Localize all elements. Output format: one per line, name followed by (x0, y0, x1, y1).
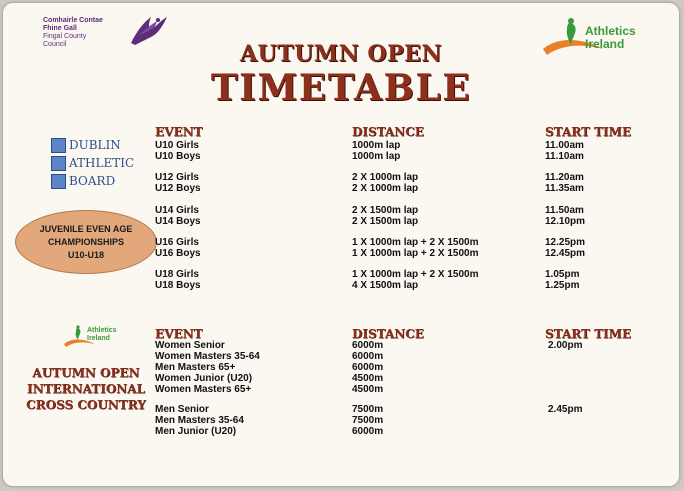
fingal-logo-line2: Fhine Gall (43, 25, 77, 32)
athletics-ireland-logo-line2: Ireland (585, 37, 625, 51)
fingal-logo-line4: Council (43, 41, 67, 48)
juvenile-row-start: 11.50am (545, 205, 584, 216)
juvenile-row-distance: 1 X 1000m lap + 2 X 1500m (352, 248, 479, 259)
athletics-ireland-small-line1: Athletics (87, 327, 117, 334)
badge-line1: JUVENILE EVEN AGE (39, 223, 133, 234)
xc-row-event: Men Senior (155, 404, 209, 415)
juvenile-row-distance: 1000m lap (352, 151, 401, 162)
badge-line2: CHAMPIONSHIPS (47, 236, 124, 247)
xc-row-event: Men Junior (U20) (155, 426, 237, 437)
xc-row-distance: 6000m (352, 340, 384, 351)
castle-icon (51, 156, 66, 171)
athletics-ireland-small-logo (63, 325, 133, 351)
juvenile-row-distance: 2 X 1000m lap (352, 183, 419, 194)
juvenile-row-distance: 1000m lap (352, 140, 401, 151)
juvenile-row-event: U12 Boys (155, 183, 201, 194)
xc-row-start: 2.00pm (548, 340, 583, 351)
juvenile-row-distance: 1 X 1000m lap + 2 X 1500m (352, 269, 479, 280)
xc-row-distance: 6000m (352, 426, 384, 437)
title-line2: TIMETABLE (210, 67, 472, 109)
xc-label-line1: AUTUMN OPEN (32, 366, 140, 380)
juvenile-header-event: EVENT (155, 125, 203, 139)
dab-word3: BOARD (69, 174, 116, 188)
xc-row-distance: 7500m (352, 404, 384, 415)
juvenile-row-start: 1.05pm (545, 269, 580, 280)
badge-line3: U10-U18 (67, 249, 104, 260)
xc-row-distance: 7500m (352, 415, 384, 426)
juvenile-row-start: 12.25pm (545, 237, 586, 248)
xc-row-event: Women Masters 35-64 (155, 351, 260, 362)
juvenile-row-event: U16 Girls (155, 237, 199, 248)
juvenile-row-start: 11.00am (545, 140, 584, 151)
juvenile-row-event: U12 Girls (155, 172, 199, 183)
xc-row-distance: 4500m (352, 384, 384, 395)
xc-row-distance: 6000m (352, 351, 384, 362)
castle-icon (51, 138, 66, 153)
xc-row-start: 2.45pm (548, 404, 583, 415)
castle-icon (51, 174, 66, 189)
juvenile-row-event: U16 Boys (155, 248, 201, 259)
timetable-card (3, 3, 679, 486)
xc-row-distance: 4500m (352, 373, 384, 384)
juvenile-row-start: 11.10am (545, 151, 584, 162)
xc-header-event: EVENT (155, 327, 203, 341)
juvenile-row-event: U10 Girls (155, 140, 199, 151)
juvenile-row-distance: 2 X 1500m lap (352, 205, 419, 216)
xc-label-line2: INTERNATIONAL (27, 382, 145, 396)
juvenile-championships-badge (15, 210, 157, 274)
juvenile-row-event: U18 Boys (155, 280, 201, 291)
xc-row-event: Men Masters 65+ (155, 362, 236, 373)
juvenile-row-start: 11.20am (545, 172, 584, 183)
dublin-athletic-board-logo (51, 136, 134, 190)
juvenile-row-event: U14 Girls (155, 205, 199, 216)
xc-row-distance: 6000m (352, 362, 384, 373)
juvenile-row-start: 12.10pm (545, 216, 586, 227)
juvenile-row-start: 12.45pm (545, 248, 586, 259)
juvenile-row-start: 11.35am (545, 183, 584, 194)
xc-label-line3: CROSS COUNTRY (26, 398, 146, 412)
juvenile-row-event: U10 Boys (155, 151, 201, 162)
athletics-ireland-logo-line1: Athletics (585, 24, 636, 38)
xc-header-start: START TIME (545, 327, 632, 341)
xc-row-event: Women Junior (U20) (155, 373, 253, 384)
xc-row-event: Women Senior (155, 340, 225, 351)
dab-word1: DUBLIN (69, 138, 121, 152)
xc-header-distance: DISTANCE (352, 327, 424, 341)
athletics-ireland-small-line2: Ireland (87, 335, 110, 342)
fingal-logo-line1: Comhairle Contae (43, 17, 103, 24)
title-line1: AUTUMN OPEN (239, 41, 443, 67)
xc-row-event: Men Masters 35-64 (155, 415, 244, 426)
juvenile-header-start: START TIME (545, 125, 632, 139)
juvenile-row-distance: 1 X 1000m lap + 2 X 1500m (352, 237, 479, 248)
cross-country-label (11, 365, 161, 413)
dab-word2: ATHLETIC (69, 156, 135, 170)
juvenile-row-start: 1.25pm (545, 280, 580, 291)
juvenile-row-event: U18 Girls (155, 269, 199, 280)
juvenile-header-distance: DISTANCE (352, 125, 424, 139)
xc-row-event: Women Masters 65+ (155, 384, 252, 395)
juvenile-row-distance: 4 X 1500m lap (352, 280, 419, 291)
juvenile-row-distance: 2 X 1000m lap (352, 172, 419, 183)
juvenile-row-distance: 2 X 1500m lap (352, 216, 419, 227)
juvenile-row-event: U14 Boys (155, 216, 201, 227)
fingal-logo-line3: Fingal County (43, 33, 87, 40)
